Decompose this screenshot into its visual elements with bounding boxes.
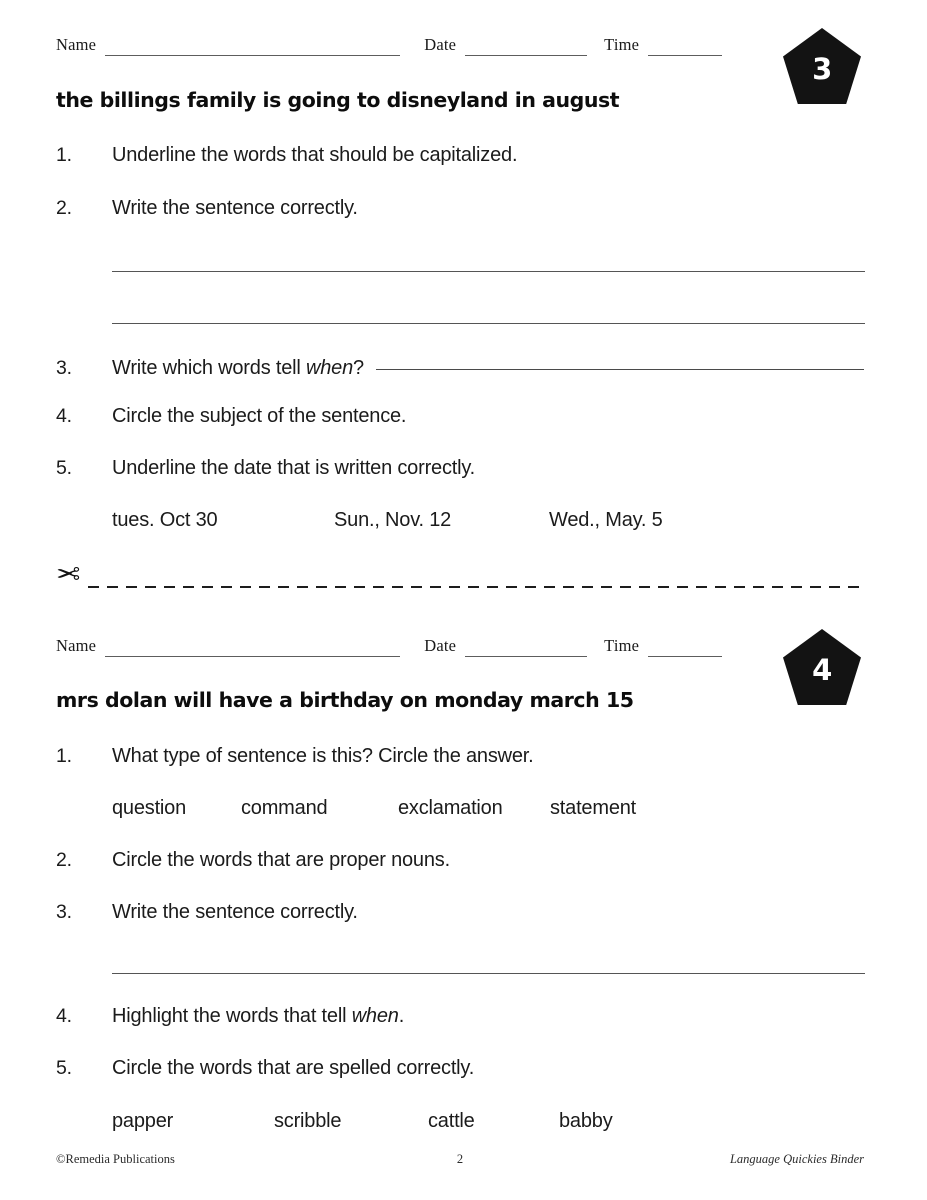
item-text: Underline the date that is written correctly.	[112, 457, 476, 479]
time-field-line[interactable]	[648, 655, 722, 657]
item-number: 5.	[56, 457, 72, 479]
item-number: 3.	[56, 901, 72, 923]
item-text: Underline the words that should be capitalized.	[112, 144, 518, 166]
worksheet-4-item-5	[56, 1057, 876, 1080]
worksheet-4-sentence: mrs dolan will have a birthday on monday march 15	[56, 688, 634, 712]
worksheet-4-header	[56, 631, 871, 657]
spelling-choice-3[interactable]: cattle	[428, 1110, 475, 1132]
worksheet-4-item-3	[56, 901, 876, 924]
item-number: 2.	[56, 197, 72, 219]
page-footer	[56, 1152, 864, 1167]
item-text: Circle the words that are proper nouns.	[112, 849, 450, 871]
time-field-line[interactable]	[648, 54, 722, 56]
sentence-type-choice-4[interactable]: statement	[550, 797, 637, 819]
item-number: 2.	[56, 849, 72, 871]
date-field-line[interactable]	[465, 54, 587, 56]
worksheet-4-item-1	[56, 745, 876, 768]
item-text: Circle the subject of the sentence.	[112, 405, 407, 427]
cut-line-divider	[88, 586, 866, 588]
sentence-type-choice-1[interactable]: question	[112, 797, 187, 819]
footer-page-number: 2	[456, 1152, 464, 1166]
item-number: 1.	[56, 144, 72, 166]
worksheet-3-item-4	[56, 405, 876, 428]
worksheet-number-badge-4	[783, 629, 861, 705]
date-choice-1[interactable]: tues. Oct 30	[112, 509, 218, 531]
scissors-icon: ✂	[56, 557, 81, 591]
worksheet-3-item-3	[56, 357, 876, 380]
worksheet-3-item-2	[56, 197, 876, 220]
item-text: Write the sentence correctly.	[112, 197, 358, 219]
item-text: Write which words tell when?	[112, 357, 364, 379]
spelling-choice-1[interactable]: papper	[112, 1110, 174, 1132]
item-text: What type of sentence is this? Circle the answer.	[112, 745, 534, 767]
name-field-line[interactable]	[105, 655, 400, 657]
spelling-choice-4[interactable]: babby	[559, 1110, 613, 1132]
time-label: Time	[604, 635, 640, 655]
item-text: Circle the words that are spelled correctly.	[112, 1057, 475, 1079]
date-choice-2[interactable]: Sun., Nov. 12	[334, 509, 452, 531]
time-label: Time	[604, 34, 640, 54]
worksheet-3-item-3-answer-line[interactable]	[376, 368, 864, 370]
item-number: 4.	[56, 405, 72, 427]
item-number: 1.	[56, 745, 72, 767]
date-field-line[interactable]	[465, 655, 587, 657]
item-text: Highlight the words that tell when.	[112, 1005, 405, 1027]
sentence-type-choice-2[interactable]: command	[241, 797, 328, 819]
name-label: Name	[56, 34, 97, 54]
worksheet-number-badge-3	[783, 28, 861, 104]
worksheet-4-item-2	[56, 849, 876, 872]
name-field-line[interactable]	[105, 54, 400, 56]
worksheet-3-date-choices	[112, 509, 882, 532]
sentence-type-choice-3[interactable]: exclamation	[398, 797, 503, 819]
item-number: 3.	[56, 357, 72, 379]
worksheet-4-answer-line-1[interactable]	[112, 972, 865, 974]
name-label: Name	[56, 635, 97, 655]
footer-title: Language Quickies Binder	[729, 1152, 864, 1166]
badge-number: 3	[812, 51, 832, 86]
item-emphasis: when	[305, 357, 353, 379]
item-number: 5.	[56, 1057, 72, 1079]
worksheet-4-sentence-type-choices	[112, 797, 882, 820]
worksheet-4-item-4	[56, 1005, 876, 1028]
item-number: 4.	[56, 1005, 72, 1027]
worksheet-3-item-5	[56, 457, 876, 480]
footer-copyright: ©Remedia Publications	[56, 1152, 175, 1166]
item-emphasis: when	[351, 1005, 399, 1027]
worksheet-3-answer-line-1[interactable]	[112, 270, 865, 272]
badge-number: 4	[812, 652, 832, 687]
worksheet-3-item-1	[56, 144, 876, 167]
date-label: Date	[424, 635, 457, 655]
worksheet-3-sentence: the billings family is going to disneyland in august	[56, 88, 620, 112]
worksheet-4-spelling-choices	[112, 1110, 882, 1133]
worksheet-3-answer-line-2[interactable]	[112, 322, 865, 324]
date-label: Date	[424, 34, 457, 54]
spelling-choice-2[interactable]: scribble	[274, 1110, 342, 1132]
item-text: Write the sentence correctly.	[112, 901, 358, 923]
date-choice-3[interactable]: Wed., May. 5	[549, 509, 663, 531]
worksheet-3-header	[56, 30, 871, 56]
